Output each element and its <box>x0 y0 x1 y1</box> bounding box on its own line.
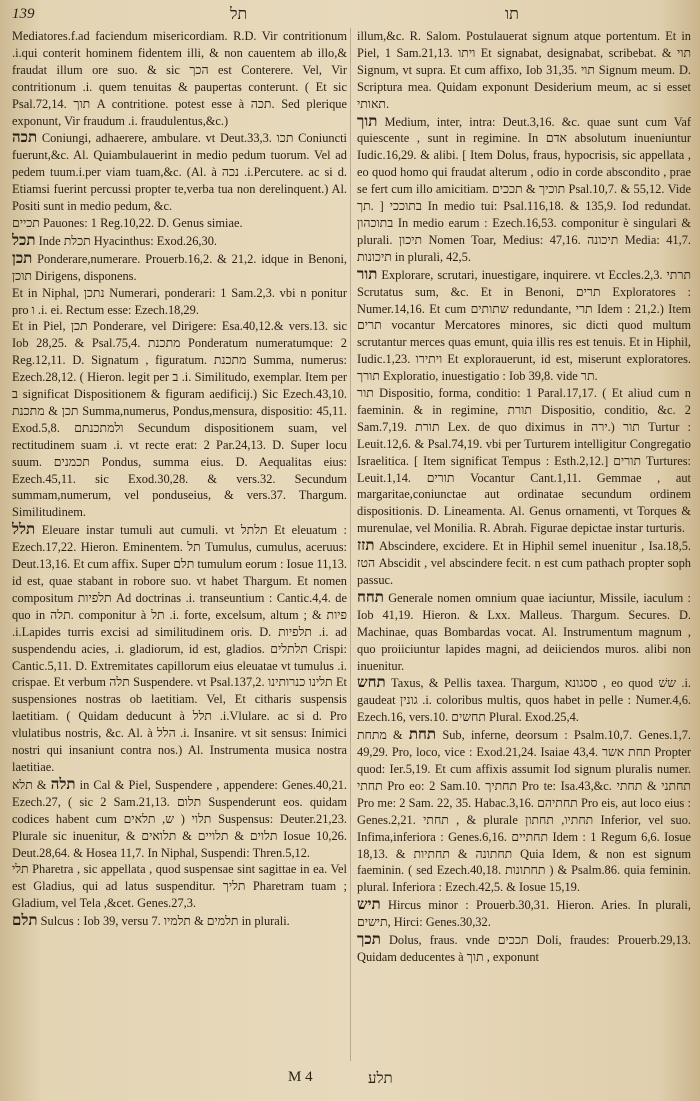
entry-headword: תלה <box>50 774 76 793</box>
entry-text: Generale nomen omnium quae iaciuntur, Missile, iaculum : Iob 41,19. Hieron. & Lxx. Malleus. Thargum. Secures. D. Machinae, quas Bombardas vocat. Al. Instrumentum magnum , quo proiiciuntur lapides magni, ad deiiciendos muros. alibi non inuenitur. <box>357 590 691 673</box>
page-number: 139 <box>12 6 35 22</box>
signature-mark: M 4 <box>288 1069 313 1085</box>
dictionary-entry <box>357 589 691 675</box>
entry-text: illum,&c. R. Salom. Postulauerat signum atque portentum. Et in Piel, 1 Sam.21,13. ויתו Et signabat, designabat, scribebat. & תוי Signum, vt supra. Et cum affixo, Iob 31,35. תוי Signum meum. D. Scriptura mea. Quidam exponunt Desiderium meum, ac si esset תאותי. <box>357 29 691 111</box>
dictionary-entry <box>12 215 347 232</box>
dictionary-entry <box>357 385 691 537</box>
entry-text: Medium, inter, intra: Deut.3,16. &c. quae sunt cum Vaf quiescente , sunt in regimine. In אדם absolutum inueniuntur Iudic.16,29. & alibi. [ Item Dolus, fraus, hypocrisis, sic appellata , eo quod homo qui fraudat alterum , odio in corde abscondito , prae se fert cum illo amicitiam. תוכיך & תככים Psal.10,7. & 55,12. Vide תך. ] בתוככי In medio tui: Psal.116,18. & 135,9. Iod redundat. בתוכהון In medio earum : Ezech.16,53. componitur è singulari & plurali. תיכון Nomen Toar, Medius: 47,16. תיכונה Media: 41,7. תיכונות in plurali, 42,5. <box>357 114 691 264</box>
page-footer <box>0 1069 700 1093</box>
dictionary-entry <box>12 521 347 776</box>
entry-text: Et in Niphal, נתכן Numerari, ponderari: 1 Sam.2,3. vbi n ponitur pro ו .i. ei. Rectum esse: Ezech.18,29. <box>12 285 347 317</box>
dictionary-entry <box>357 726 691 896</box>
entry-headword: תכה <box>12 128 38 147</box>
dictionary-entry <box>357 896 691 931</box>
entry-text: Ponderare,numerare. Prouerb.16,2. & 21,2. idque in Benoni, תוכן Dirigens, disponens. <box>12 251 347 283</box>
entry-text: Inde תכלת Hyacinthus: Exod.26,30. <box>38 233 218 248</box>
entry-headword: תחח <box>357 587 384 606</box>
entry-headword: תכל <box>12 230 36 249</box>
dictionary-entry <box>357 674 691 726</box>
entry-text: תלי Pharetra , sic appellata , quod suspensae sint sagittae in ea. Vel est Gladius, qui ad latus suspenditur. תליך Pharetram tuam ; Gladium, vel Tela ,&cet. Genes.27,3. <box>12 862 347 911</box>
entry-text: Sulcus : Iob 39, versu 7. תלמים & תלמיו in plurali. <box>40 914 290 929</box>
dictionary-entry <box>12 318 347 521</box>
entry-text: & מתחת Sub, inferne, deorsum : Psalm.10,7. Genes.1,7. 49,29. Pro, loco, vice : Exod.21,24. Isaiae 43,4. תחת אשר Propter quod: Ier.5,19. Et cum affixis assumit Iod signum pluralis numer. תחתי Pro eo: 2 Sam.10. תחתיך Pro te: Isa.43,&c. תחתני & תחתי Pro me: 2 Sam. 22, 35. Habac.3,16. תחתיהם Pro eis, aut loco eius : Genes.2,21. תחתי , & plurale תחתיו, תחתון Inferior, vel suo. Infima,inferiora : Genes.6,16. תחתיים Idem : 1 Regum 6,6. Iosue 18,13. & תחתונה & תחתיות Quia Idem, & non est signum faeminin. ( sed Ezech.40,18. תחתונות ) & Psalm.86. quia feminin. plural. Inferiora : Ezech.42,5. & Iosue 15,19. <box>357 728 691 895</box>
entry-text: Et in Piel, תכן Ponderare, vel Dirigere: Esa.40,12.& vers.13. sic Iob 28,25. & Psal.75,4. מתכנת Ponderatum numeratumque: 2 Reg.12,11. D. Signatum , figuratum. מתכנת Summa, numerus: Ezech.28,12. ( Hieron. legit per ב .i. Similitudo, exemplar. Item per ב significat Dispositionem & figuram aedificij.) Sic Ezech.43,10. תכן & מתכנת Summa,numerus, Pondus,mensura, dispositio: 45,11. Exod.5,8. ולמתכנתם Secundum dispositionem suam, vel rectitudinem suam .i. vt recte erat: 2 Par.24,13. D. Super locu suum. תכמנים Pondus, summa eius. D. Aequalitas eius: Ezech.45,11. sic Exod.30,28. & vers.32. Secundum summam,numerum, vel ponduseius, & vers.37. Thargum. Similitudinem. <box>12 319 347 520</box>
entry-text: Hircus minor : Prouerb.30,31. Hieron. Aries. In plurali, תישים, Hirci: Genes.30,32. <box>357 898 691 930</box>
dictionary-entry <box>12 28 347 129</box>
right-running-title: תו <box>505 6 519 23</box>
entry-headword: תיש <box>357 895 381 914</box>
column-divider <box>350 28 351 1061</box>
entry-text: Explorare, scrutari, inuestigare, inquirere. vt Eccles.2,3. תרתי Scrutatus sum, &c. Et in Benoni, תרים Exploratores : Numer.14,16. Et cum שתותים redundante, תרי Idem : 21,2.) Item תרים vocantur Mercatores minores, sic dicti quod multum scrutantur merces quas emunt, quia illis res est tenuis. Et in Hiphil, Iudic.1,23. ויתירו Et explorauerunt, id est, miserunt exploratores. תורך Exploratio, inuestigatio : Iob 39,8. vide תר. <box>357 267 691 384</box>
entry-text: Taxus, & Pellis taxea. Thargum, ססגונא , eo quod ששׁ .i. gaudeat גונין .i. coloribus multis, quos habet in pelle : Numer.4,6. Ezech.16, vers.10. תחשים Plural. Exod.25,4. <box>357 676 691 725</box>
dictionary-entry <box>357 28 691 113</box>
entry-text: Dolus, fraus. vnde תככים Doli, fraudes: Prouerb.29,13. Quidam deducentes à תוך , exponunt <box>357 933 691 964</box>
entry-headword: תוך <box>357 111 378 130</box>
entry-headword: תכן <box>12 248 33 267</box>
entry-text: & תלא in Cal & Piel, Suspendere , appendere: Genes.40,21. Ezech.27, ( sic 2 Sam.21,13. תלום Suspenderunt eos. quidam codices habent cum ש, תלאים ) תלוי Suspensus: Deuter.21,23. Plurale sic inuenitur, & תלוים & תלויים & תלואים Iosue 10,26. Deut.28,64. & Hosea 11,7. In Niphal, Suspendi: Thren.5,12. <box>12 777 347 860</box>
left-column <box>12 28 347 1061</box>
dictionary-entry <box>12 285 347 319</box>
dictionary-entry <box>357 537 691 589</box>
entry-text: תור Dispositio, forma, conditio: 1 Paral.17,17. ( Et aliud cum n faeminin. & in regimine, תורת Dispositio, conditio, &c. 2 Sam.7,19. תורת Lex. de quo diximus in ירה.) תור Turtur : Leuit.12,6. & Psal.74,19. vbi per Turturem intelligitur Congregatio Israelitica. [ Item significat Tempus : Esth.2,12.] תורים Turtures: Leuit.1,14. תורים Vocantur Cant.1,11. Gemmae , aut margaritae,coniunctae aut ordinatae secundum ordinem dispositionis. D. Lineamenta. Al. Genus ornamenti, vt Torques & murenulae, vel Monilia. R. Abrah. Figurae depictae instar turturis. <box>357 386 691 536</box>
entry-text: Eleuare instar tumuli aut cumuli. vt תלתל Et eleuatum : Ezech.17,22. Hieron. Eminentem. תל Tumulus, cumulus, aceruus: Deut.13,16. Et cum affix. Super תלם tumulum eorum : Iosue 11,13. id est, quae stabant in robore suo. vt habet Thargum. Et nomen compositum תלפיות Ad doctrinas .i. transeuntium : Cantic.4,4. de quo in תלה. componitur à תל .i. forte, excelsum, altum ; & פיות .i.Lapides turris excisi ad similitudinem oris. D. תלפיות .i. ad suspendendu acies, .i. gladiorum, id est, gladios. תלתלים Crispi: Cantic.5,11. D. Extremitates capillorum eius eleuatae vt tumulus .i. crispae. Et verbum תלה Suspendere. vt Psal.137,2. תלינו כנרותינו Et suspensiones nostras ob laetitiam. Vel, Et citharis suspensis laetitiam. ( Quidam deducunt à תלל .i.Vlulare. ac si d. Pro vlulatibus nostris, &c. Al. à הלל .i. Insanire. vt sit sensus: Inimici nostri qui insaniunt contra nos.) Al. Instrumenta musica nostra laetitiae. <box>12 523 347 774</box>
entry-text: Coniungi, adhaerere, ambulare. vt Deut.33,3. תכו Coniuncti fuerunt,&c. Al. Quiambulauerint in medio pedum tuorum. Vel ad pedem tuum.i.per viam tuam,&c. (Al. à נכה .i.Percutere. ac si d. Etiamsi fuerint percussi propter te,verba tua non derelinquent.) Al. Positi sunt in medio pedum, &c. <box>12 131 347 214</box>
left-running-title: תל <box>230 6 248 23</box>
dictionary-entry <box>12 776 347 862</box>
dictionary-entry <box>12 250 347 285</box>
catchword: תלע <box>368 1069 393 1087</box>
entry-headword: תלם <box>12 911 38 930</box>
entry-headword: תלל <box>12 520 36 539</box>
entry-headword: תזז <box>357 536 375 555</box>
entry-headword: תחת <box>408 725 437 744</box>
entry-headword: תור <box>357 264 378 283</box>
entry-headword: תחש <box>357 673 386 692</box>
dictionary-entry <box>357 931 691 966</box>
dictionary-entry <box>12 861 347 912</box>
dictionary-entry <box>357 266 691 385</box>
dictionary-entry <box>12 912 347 930</box>
entry-headword: תכך <box>357 930 381 949</box>
dictionary-entry <box>12 129 347 215</box>
entry-text: תכיים Pauones: 1 Reg.10,22. D. Genus simiae. <box>12 215 243 230</box>
dictionary-entry <box>357 113 691 266</box>
right-column <box>357 28 691 1061</box>
running-header <box>0 4 700 26</box>
dictionary-entry <box>12 232 347 250</box>
entry-text: Abscindere, excidere. Et in Hiphil semel inuenitur , Isa.18,5. הטז Abscidit , vel abscindere fecit. n est cum pathach propter soph passuc. <box>357 539 691 587</box>
entry-text: Mediatores.f.ad faciendum misericordiam. R.D. Vir contritionum .i.qui conterit hominem fidentem illi, & non cauentem ab illo,& fraudat illum ore suo. & sic הכך est Conterere. Vel, Vir contritionum .i. quem tenuitas & paupertas conterunt. ( Et sic Psal.72,14. תוך A contritione. potest esse à תכה. Sed plerique exponunt, Vir fraudum .i. fraudulentus,&c.) <box>12 29 347 128</box>
